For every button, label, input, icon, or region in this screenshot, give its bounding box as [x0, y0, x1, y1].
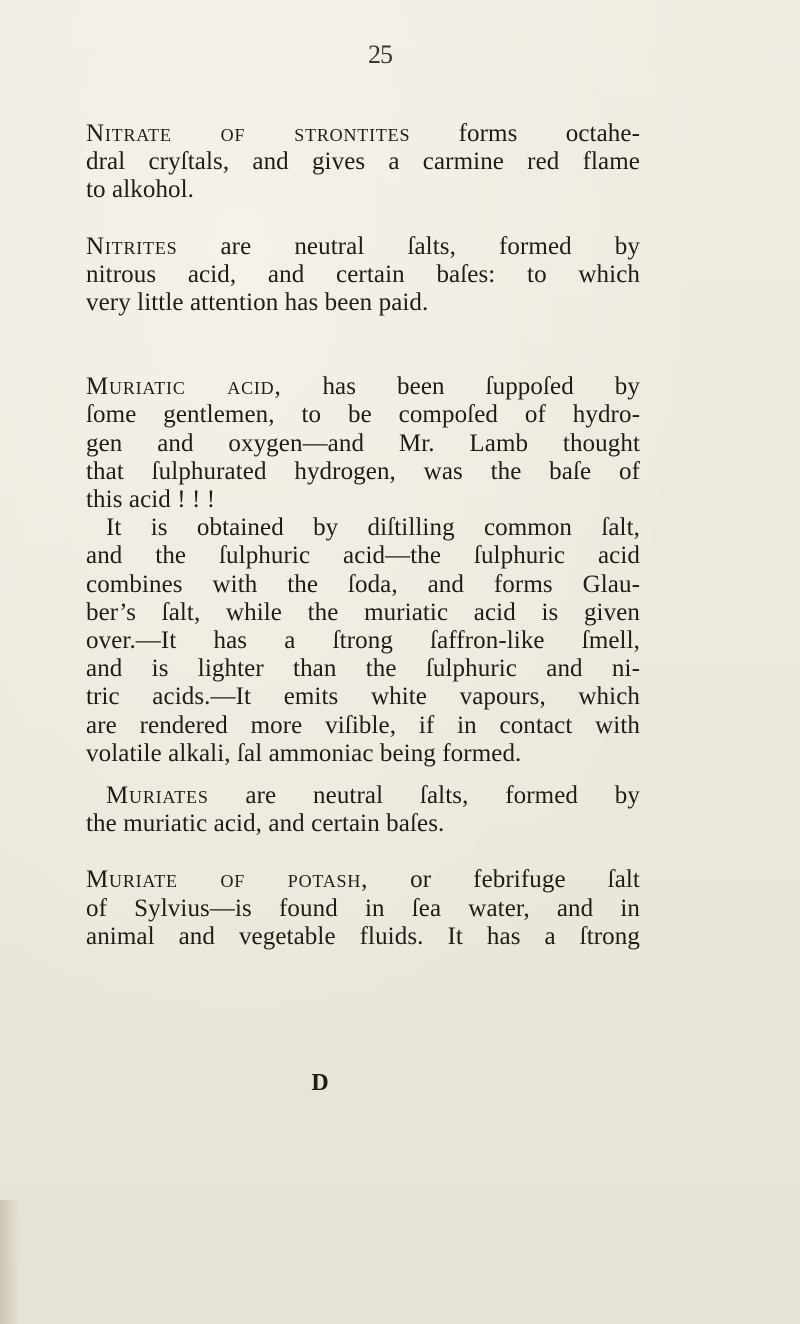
text-line: It is obtained by diſtilling common ſalt,	[106, 514, 640, 542]
text-line: tric acids.—It emits white vapours, which	[86, 683, 640, 711]
text-line: Nitrate of strontites forms octahe-	[86, 120, 640, 147]
text-line: that ſulphurated hydrogen, was the baſe of	[86, 457, 640, 485]
paragraph-muriates	[86, 782, 640, 838]
text-line: dral cryſtals, and gives a carmine red flame	[86, 148, 640, 176]
text-line: of Sylvius—is found in ſea water, and in	[86, 894, 640, 922]
text-line: over.—It has a ſtrong ſaffron-like ſmell,	[86, 627, 640, 655]
paragraph-gap	[86, 317, 640, 373]
text-line: very little attention has been paid.	[86, 289, 429, 317]
text-line: ber’s ſalt, while the muriatic acid is given	[86, 598, 640, 626]
paragraph-muriatic-acid	[86, 373, 640, 514]
paragraph-gap	[86, 838, 640, 866]
text-line: Muriate of potash, or febrifuge ſalt	[86, 866, 640, 894]
text-line: this acid ! ! !	[86, 486, 216, 514]
text-line: animal and vegetable fluids. It has a ſtrong	[86, 922, 640, 950]
text-line: combines with the ſoda, and forms Glau-	[86, 570, 640, 598]
headword: Nitrate of strontites	[86, 120, 411, 147]
headword: Muriatic acid,	[86, 373, 282, 401]
headword: Muriates	[106, 782, 209, 810]
text-line: to alkohol.	[86, 176, 195, 204]
paragraph-nitrites	[86, 233, 640, 318]
text-line: gen and oxygen—and Mr. Lamb thought	[86, 429, 640, 457]
text-line: nitrous acid, and certain baſes: to which	[86, 260, 640, 288]
text-line: the muriatic acid, and certain baſes.	[86, 810, 445, 838]
text-line: Muriatic acid, has been ſuppoſed by	[86, 373, 640, 401]
paragraph-gap	[86, 205, 640, 233]
paragraph-obtained-continued	[86, 542, 640, 768]
paragraph-nitrate-of-strontites	[86, 120, 640, 205]
headword: Muriate of potash,	[86, 866, 369, 894]
text-line: Nitrites are neutral ſalts, formed by	[86, 232, 640, 260]
page-number: 25	[368, 40, 392, 69]
paragraph-gap	[86, 768, 640, 782]
signature-mark: D	[311, 1070, 329, 1096]
text-line: Muriates are neutral ſalts, formed by	[106, 782, 640, 810]
paragraph-obtained	[86, 514, 640, 542]
body-text	[86, 120, 640, 951]
text-line: and the ſulphuric acid—the ſulphuric acid	[86, 542, 640, 570]
text-line: are rendered more viſible, if in contact with	[86, 711, 640, 739]
paragraph-muriate-of-potash	[86, 866, 640, 951]
text-line: volatile alkali, ſal ammoniac being formed.	[86, 739, 522, 767]
headword: Nitrites	[86, 232, 178, 260]
page-edge-stain	[0, 1200, 20, 1324]
text-line: and is lighter than the ſulphuric and ni-	[86, 655, 640, 683]
text-line: ſome gentlemen, to be compoſed of hydro-	[86, 401, 640, 429]
